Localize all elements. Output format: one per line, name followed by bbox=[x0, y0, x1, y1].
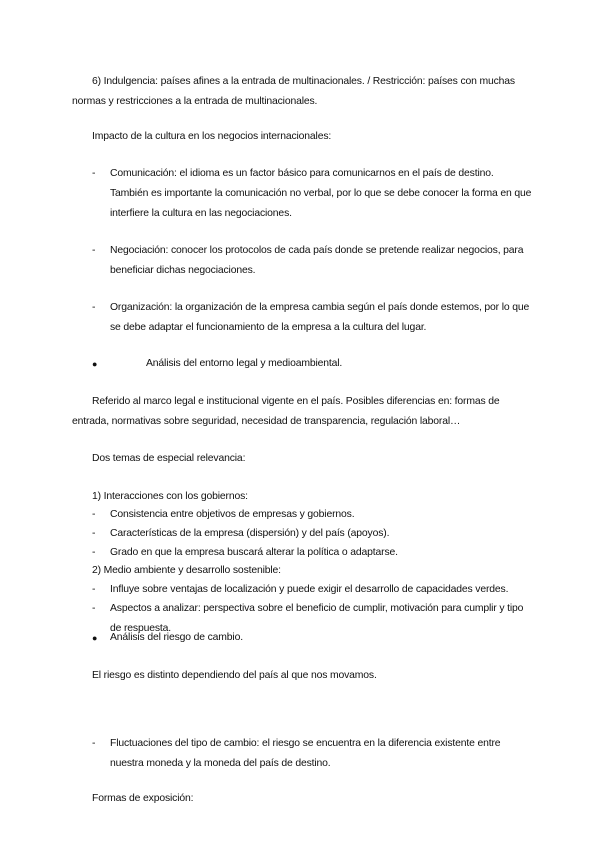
list-item-tema1-2 bbox=[92, 524, 532, 544]
dash-marker: - bbox=[92, 302, 96, 313]
dash-marker: - bbox=[92, 509, 96, 520]
list-item-comunicacion bbox=[92, 164, 532, 224]
list-item-text: Organización: la organización de la empresa cambia según el país donde estemos, por lo que se debe adaptar el funcionamiento de la empresa a la cultura del lugar. bbox=[110, 302, 530, 333]
dash-marker: - bbox=[92, 603, 96, 614]
list-item-text: Grado en que la empresa buscará alterar la política o adaptarse. bbox=[110, 547, 398, 558]
list-item-organizacion bbox=[92, 298, 532, 338]
tema2-title: 2) Medio ambiente y desarrollo sostenible: bbox=[92, 565, 281, 576]
bullet-icon: ● bbox=[92, 633, 98, 643]
list-item-text: Consistencia entre objetivos de empresas y gobiernos. bbox=[110, 509, 355, 520]
dash-marker: - bbox=[92, 547, 96, 558]
dash-marker: - bbox=[92, 528, 96, 539]
list-item-text: Fluctuaciones del tipo de cambio: el riesgo se encuentra en la diferencia existente entre nuestra moneda y la moneda del país de destino. bbox=[110, 738, 501, 769]
list-item-text: Influye sobre ventajas de localización y puede exigir el desarrollo de capacidades verdes. bbox=[110, 584, 509, 595]
list-item-tema1-1 bbox=[92, 505, 532, 525]
list-item-negociacion bbox=[92, 241, 532, 281]
paragraph-riesgo: El riesgo es distinto dependiendo del país al que nos movamos. bbox=[92, 670, 377, 681]
bullet-icon: ● bbox=[92, 359, 98, 369]
list-item-text: Aspectos a analizar: perspectiva sobre el beneficio de cumplir, motivación para cumplir y tipo de respuesta. bbox=[110, 603, 524, 634]
heading-formas-exposicion: Formas de exposición: bbox=[92, 793, 194, 804]
dash-marker: - bbox=[92, 245, 96, 256]
list-item-text: Comunicación: el idioma es un factor básico para comunicarnos en el país de destino. También es importante la comunicación no verbal, por lo que se debe conocer la forma en que interfiere la cultura en las negociaciones. bbox=[110, 168, 532, 219]
heading-impacto-cultura: Impacto de la cultura en los negocios internacionales: bbox=[92, 131, 332, 142]
dash-marker: - bbox=[92, 584, 96, 595]
list-item-fluctuaciones bbox=[92, 734, 532, 774]
bullet-text: Análisis del entorno legal y medioambiental. bbox=[146, 358, 343, 369]
paragraph-indulgencia: 6) Indulgencia: países afines a la entrada de multinacionales. / Restricción: países con muchas normas y restricciones a la entrada de multinacionales. bbox=[72, 76, 515, 107]
dash-marker: - bbox=[92, 168, 96, 179]
bullet-text: Análisis del riesgo de cambio. bbox=[110, 632, 243, 643]
tema1-title: 1) Interacciones con los gobiernos: bbox=[92, 491, 248, 502]
heading-dos-temas: Dos temas de especial relevancia: bbox=[92, 453, 246, 464]
paragraph-marco-legal: Referido al marco legal e institucional vigente en el país. Posibles diferencias en: formas de entrada, normativas sobre seguridad, necesidad de transparencia, regulación laboral… bbox=[72, 396, 500, 427]
list-item-text: Características de la empresa (dispersión) y del país (apoyos). bbox=[110, 528, 390, 539]
list-item-text: Negociación: conocer los protocolos de cada país donde se pretende realizar negocios, para beneficiar dichas negociaciones. bbox=[110, 245, 524, 276]
list-item-tema1-3 bbox=[92, 543, 532, 563]
dash-marker: - bbox=[92, 738, 96, 749]
list-item-tema2-1 bbox=[92, 580, 532, 600]
